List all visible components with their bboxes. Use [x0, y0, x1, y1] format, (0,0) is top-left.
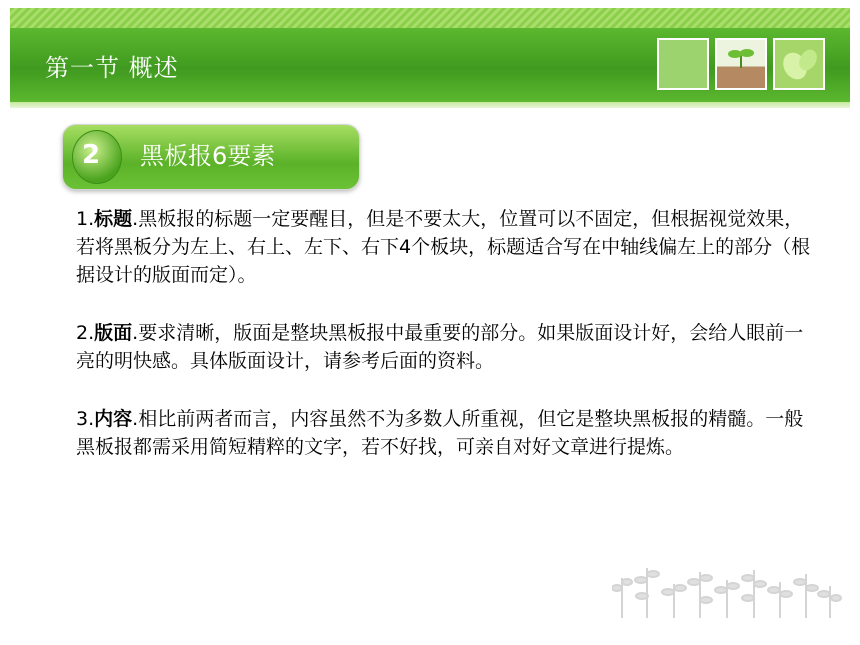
item-term: 内容	[94, 408, 133, 430]
paragraph-title	[76, 205, 816, 289]
header-image-sprout	[715, 38, 767, 90]
item-term: 标题	[94, 208, 133, 230]
header-stripe	[10, 8, 850, 28]
sprout-icon	[717, 40, 765, 88]
leaves-icon	[775, 40, 823, 88]
item-text: .相比前两者而言，内容虽然不为多数人所重视，但它是整块黑板报的精髓。一般黑板报都需采用简短精粹的文字，若不好找，可亲自对好文章进行提炼。	[76, 408, 804, 458]
paragraph-content	[76, 405, 816, 461]
item-prefix: 1.	[76, 208, 95, 230]
section-title: 黑板报6要素	[140, 142, 276, 170]
header-divider	[10, 102, 850, 108]
item-prefix: 2.	[76, 322, 95, 344]
page-title: 第一节 概述	[45, 54, 179, 82]
paragraph-layout	[76, 319, 816, 375]
plant-decoration-icon	[612, 560, 842, 620]
item-text: .黑板报的标题一定要醒目，但是不要太大，位置可以不固定，但根据视觉效果，若将黑板分为左上、右上、左下、右下4个板块，标题适合写在中轴线偏左上的部分（根据设计的版面而定）。	[76, 208, 811, 286]
header-image-leaves	[773, 38, 825, 90]
item-term: 版面	[94, 322, 133, 344]
section-number: 2	[82, 140, 101, 170]
item-prefix: 3.	[76, 408, 95, 430]
item-text: .要求清晰，版面是整块黑板报中最重要的部分。如果版面设计好，会给人眼前一亮的明快感。具体版面设计，请参考后面的资料。	[76, 322, 804, 372]
header-image-plain	[657, 38, 709, 90]
